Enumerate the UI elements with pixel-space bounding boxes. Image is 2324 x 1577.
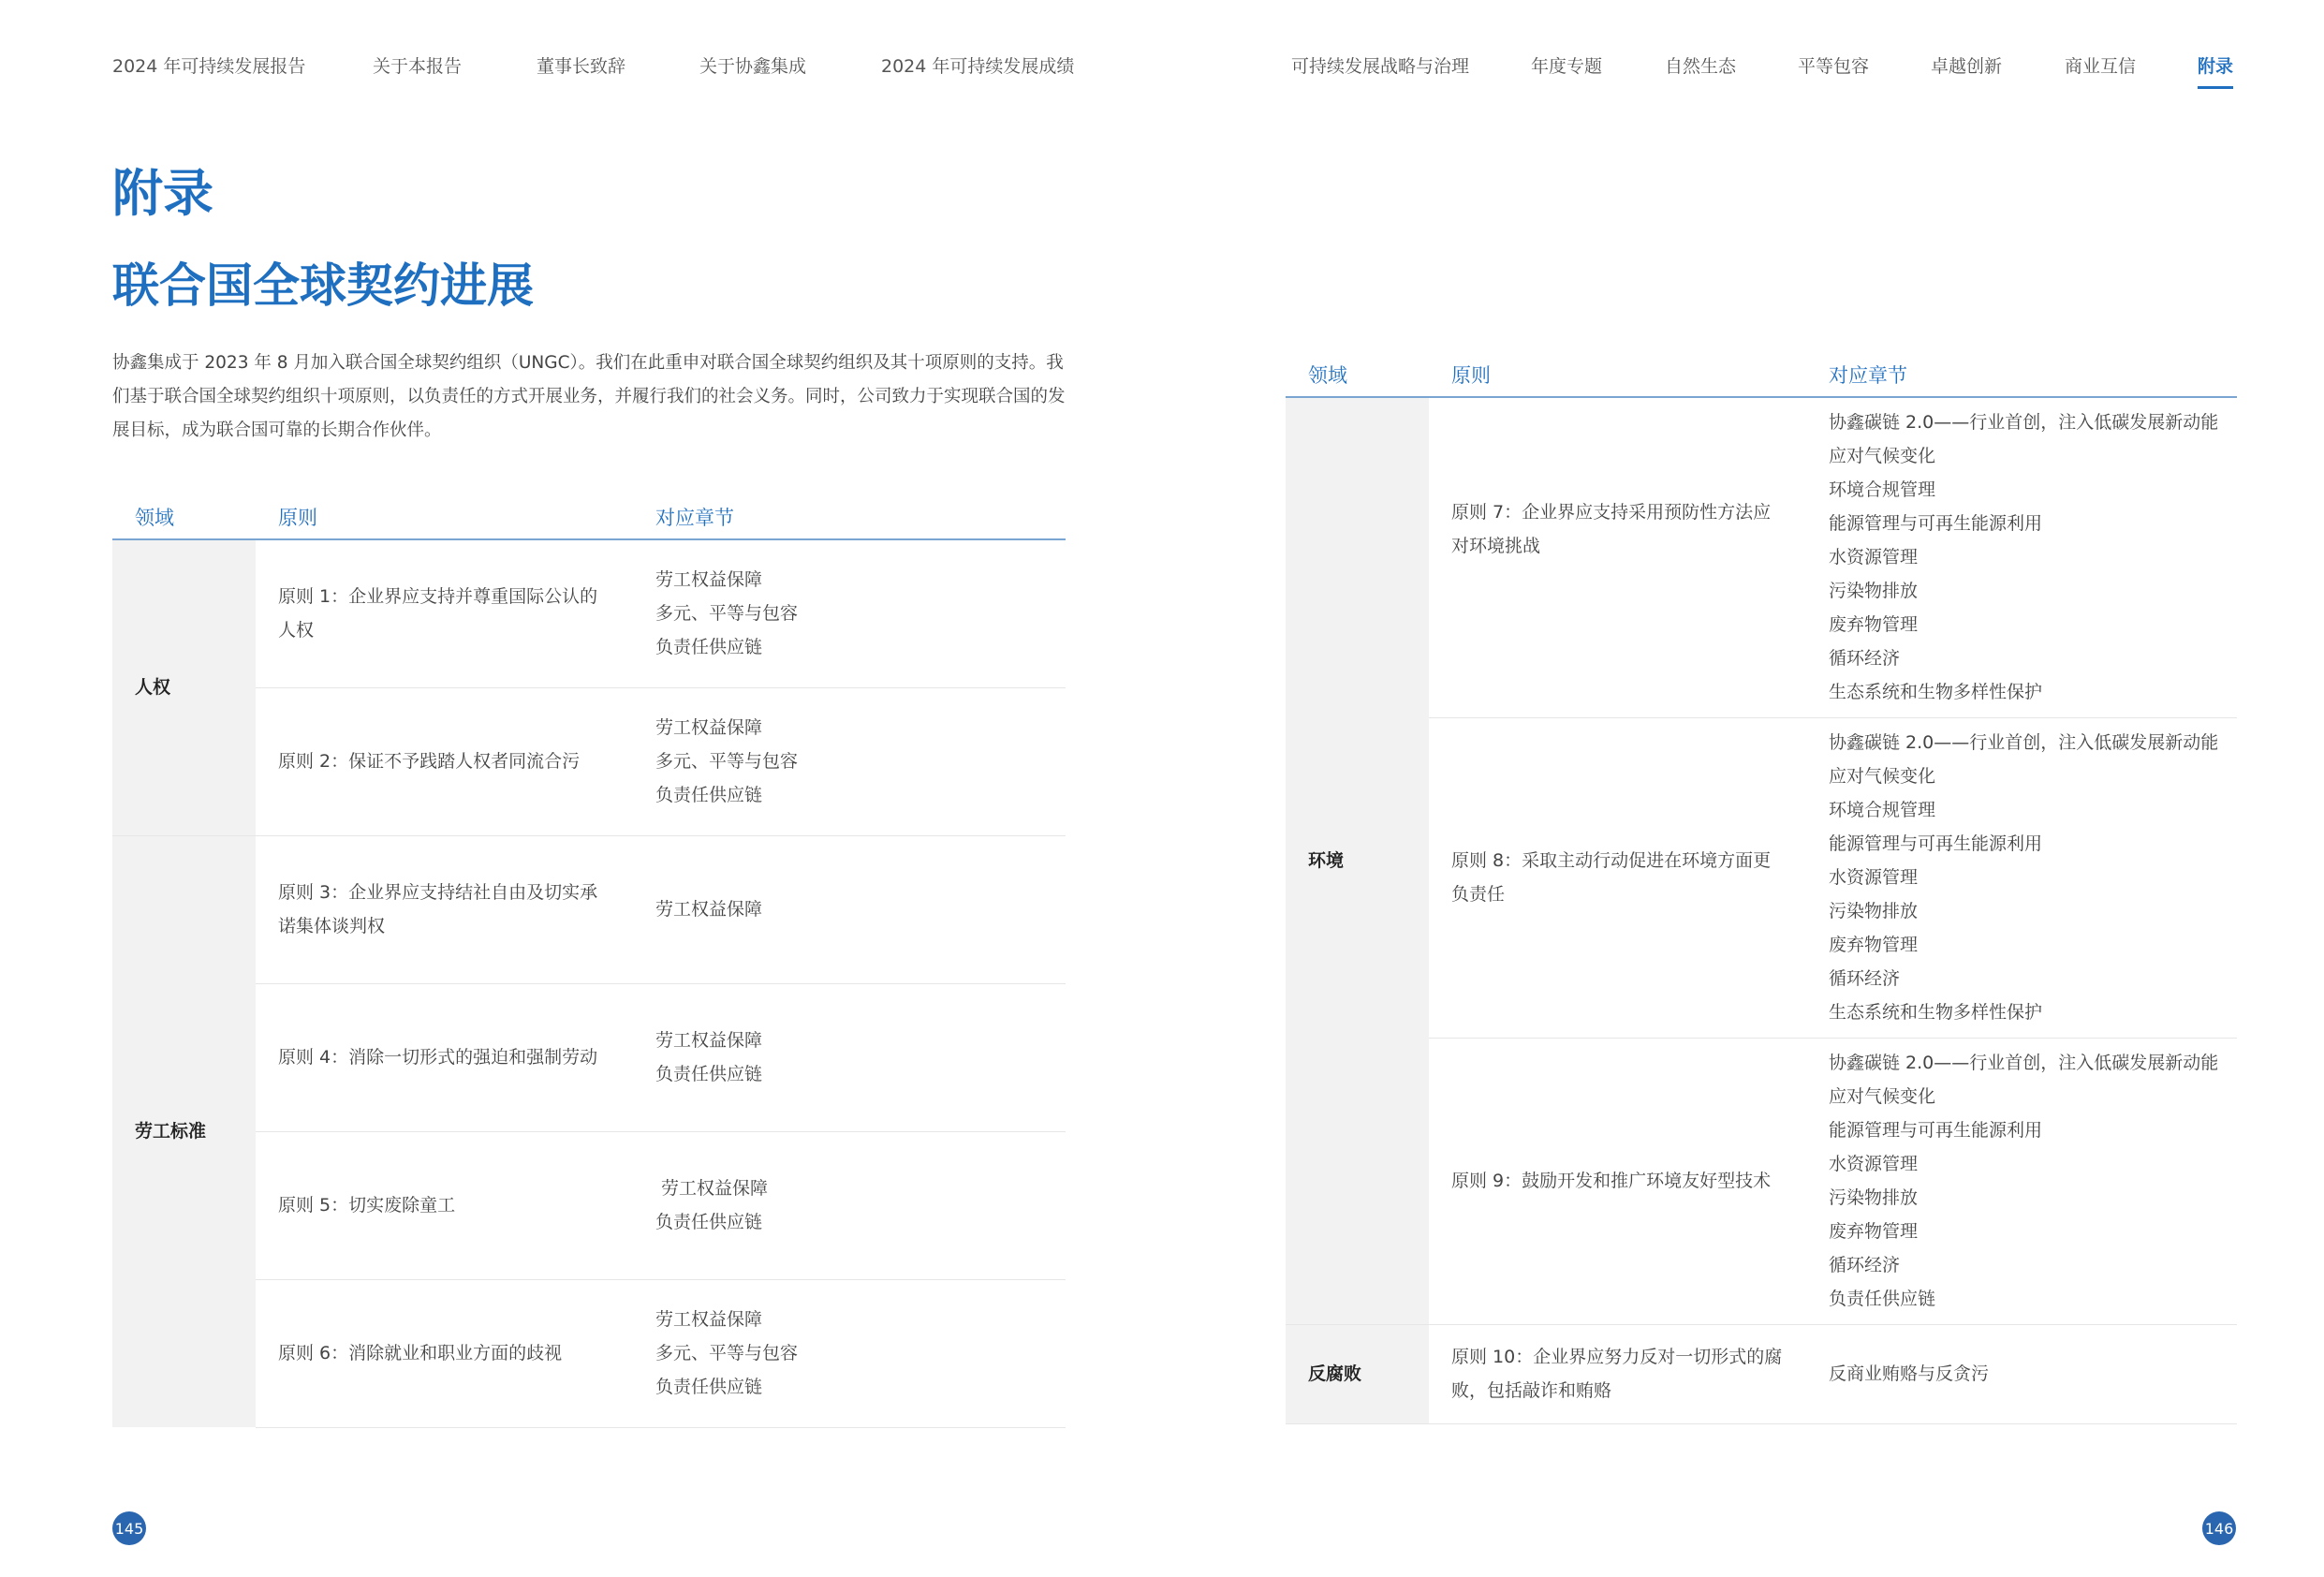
chapter-item: 废弃物管理	[1829, 1221, 1919, 1242]
chapters-cell	[633, 983, 1066, 1131]
principle-cell: 原则 7：企业界应支持采用预防性方法应对环境挑战	[1429, 397, 1806, 717]
principle-cell: 原则 1：企业界应支持并尊重国际公认的人权	[256, 539, 633, 687]
table-row	[1286, 397, 2237, 717]
chapter-item: 废弃物管理	[1829, 935, 1919, 955]
chapter-item: 负责任供应链	[655, 637, 763, 658]
chapter-item: 循环经济	[1829, 1255, 1901, 1275]
chapter-item: 污染物排放	[1829, 581, 1919, 602]
nav-item-chairman-letter[interactable]: 董事长致辞	[537, 56, 626, 77]
chapters-cell	[633, 835, 1066, 983]
chapters-cell	[1806, 1324, 2237, 1423]
chapter-item: 劳工权益保障	[655, 717, 763, 738]
chapters-cell	[633, 1279, 1066, 1427]
chapter-item: 环境合规管理	[1829, 800, 1936, 820]
chapter-item: 水资源管理	[1829, 547, 1919, 568]
chapter-item: 多元、平等与包容	[655, 1343, 799, 1363]
chapter-item: 劳工权益保障	[655, 1309, 763, 1330]
table-row	[1286, 1038, 2237, 1324]
header-domain: 领域	[1286, 356, 1429, 397]
chapter-item: 负责任供应链	[655, 1212, 763, 1232]
nav-item-appendix[interactable]: 附录	[2198, 52, 2233, 91]
principle-cell: 原则 4：消除一切形式的强迫和强制劳动	[256, 983, 633, 1131]
chapter-item: 劳工权益保障	[655, 1030, 763, 1051]
top-nav-right	[1291, 52, 2233, 90]
chapter-item: 劳工权益保障	[655, 899, 763, 920]
table-row	[112, 539, 1066, 687]
principle-cell: 原则 8：采取主动行动促进在环境方面更负责任	[1429, 717, 1806, 1038]
chapter-item: 污染物排放	[1829, 901, 1919, 921]
header-domain: 领域	[112, 498, 256, 539]
chapter-item: 生态系统和生物多样性保护	[1829, 1002, 2043, 1023]
chapter-item: 负责任供应链	[1829, 1289, 1936, 1309]
chapter-item: 劳工权益保障	[655, 569, 763, 591]
chapter-item: 循环经济	[1829, 648, 1901, 670]
chapters-cell	[633, 1131, 1066, 1279]
principle-cell: 原则 3：企业界应支持结社自由及切实承诺集体谈判权	[256, 835, 633, 983]
nav-item-report[interactable]: 2024 年可持续发展报告	[112, 56, 306, 77]
section-title: 联合国全球契约进展	[112, 258, 534, 313]
chapter-item: 应对气候变化	[1829, 766, 1936, 787]
page-number-right: 146	[2202, 1511, 2236, 1545]
page-number-left: 145	[112, 1511, 146, 1545]
header-chapter: 对应章节	[633, 498, 1066, 539]
chapter-item: 负责任供应链	[655, 785, 763, 805]
chapter-item: 协鑫碳链 2.0——行业首创，注入低碳发展新动能	[1829, 732, 2219, 753]
chapters-cell	[1806, 717, 2237, 1038]
intro-paragraph: 协鑫集成于 2023 年 8 月加入联合国全球契约组织（UNGC）。我们在此重申对联合国全球契约组织及其十项原则的支持。我们基于联合国全球契约组织十项原则，以负责任的方式开展业务，并履行我们的社会义务。同时，公司致力于实现联合国的发展目标，成为联合国可靠的长期合作伙伴。	[112, 353, 1066, 440]
chapter-item: 水资源管理	[1829, 867, 1919, 888]
principle-cell: 原则 2：保证不予践踏人权者同流合污	[256, 687, 633, 835]
chapter-item: 劳工权益保障	[655, 1178, 769, 1199]
nav-item-nature[interactable]: 自然生态	[1665, 56, 1737, 77]
principle-cell: 原则 10：企业界应努力反对一切形式的腐败，包括敲诈和贿赂	[1429, 1324, 1806, 1423]
header-chapter: 对应章节	[1806, 356, 2237, 397]
top-nav-left	[112, 52, 1074, 90]
nav-item-equality[interactable]: 平等包容	[1798, 56, 1870, 77]
domain-cell: 人权	[112, 539, 256, 835]
chapters-cell	[633, 687, 1066, 835]
chapters-cell	[1806, 397, 2237, 717]
domain-cell: 劳工标准	[112, 835, 256, 1427]
chapter-item: 能源管理与可再生能源利用	[1829, 833, 2043, 854]
chapter-item: 环境合规管理	[1829, 479, 1936, 501]
chapter-item: 负责任供应链	[655, 1064, 763, 1084]
chapters-cell	[633, 539, 1066, 687]
page-title: 附录	[112, 164, 213, 223]
chapter-item: 反商业贿赂与反贪污	[1829, 1363, 1990, 1384]
ungc-table-left	[112, 498, 1066, 1428]
principle-cell: 原则 5：切实废除童工	[256, 1131, 633, 1279]
header-principle: 原则	[256, 498, 633, 539]
chapter-item: 多元、平等与包容	[655, 751, 799, 772]
chapter-item: 多元、平等与包容	[655, 603, 799, 625]
nav-item-business-trust[interactable]: 商业互信	[2065, 56, 2137, 77]
header-principle: 原则	[1429, 356, 1806, 397]
table-row	[112, 1279, 1066, 1427]
chapter-item: 能源管理与可再生能源利用	[1829, 1120, 2043, 1141]
nav-item-about-report[interactable]: 关于本报告	[373, 56, 463, 77]
table-row	[112, 687, 1066, 835]
principle-cell: 原则 9：鼓励开发和推广环境友好型技术	[1429, 1038, 1806, 1324]
chapter-item: 循环经济	[1829, 968, 1901, 989]
ungc-table-right	[1286, 356, 2237, 1424]
chapter-item: 生态系统和生物多样性保护	[1829, 682, 2043, 703]
table-row	[112, 1131, 1066, 1279]
chapter-item: 协鑫碳链 2.0——行业首创，注入低碳发展新动能	[1829, 1053, 2219, 1073]
principle-cell: 原则 6：消除就业和职业方面的歧视	[256, 1279, 633, 1427]
chapter-item: 协鑫碳链 2.0——行业首创，注入低碳发展新动能	[1829, 412, 2219, 434]
nav-item-innovation[interactable]: 卓越创新	[1931, 56, 2003, 77]
chapter-item: 污染物排放	[1829, 1187, 1919, 1208]
nav-item-achievements[interactable]: 2024 年可持续发展成绩	[881, 56, 1075, 77]
nav-item-annual-topic[interactable]: 年度专题	[1531, 56, 1603, 77]
domain-cell: 环境	[1286, 397, 1429, 1324]
table-row	[1286, 717, 2237, 1038]
chapter-item: 水资源管理	[1829, 1154, 1919, 1174]
table-row	[112, 983, 1066, 1131]
nav-item-about-company[interactable]: 关于协鑫集成	[699, 56, 807, 77]
chapter-item: 应对气候变化	[1829, 1086, 1936, 1107]
chapters-cell	[1806, 1038, 2237, 1324]
domain-cell: 反腐败	[1286, 1324, 1429, 1423]
chapter-item: 废弃物管理	[1829, 614, 1919, 636]
chapter-item: 能源管理与可再生能源利用	[1829, 513, 2043, 535]
chapter-item: 负责任供应链	[655, 1377, 763, 1397]
nav-item-strategy[interactable]: 可持续发展战略与治理	[1291, 56, 1470, 77]
chapter-item: 应对气候变化	[1829, 446, 1936, 467]
table-row	[112, 835, 1066, 983]
table-row	[1286, 1324, 2237, 1423]
